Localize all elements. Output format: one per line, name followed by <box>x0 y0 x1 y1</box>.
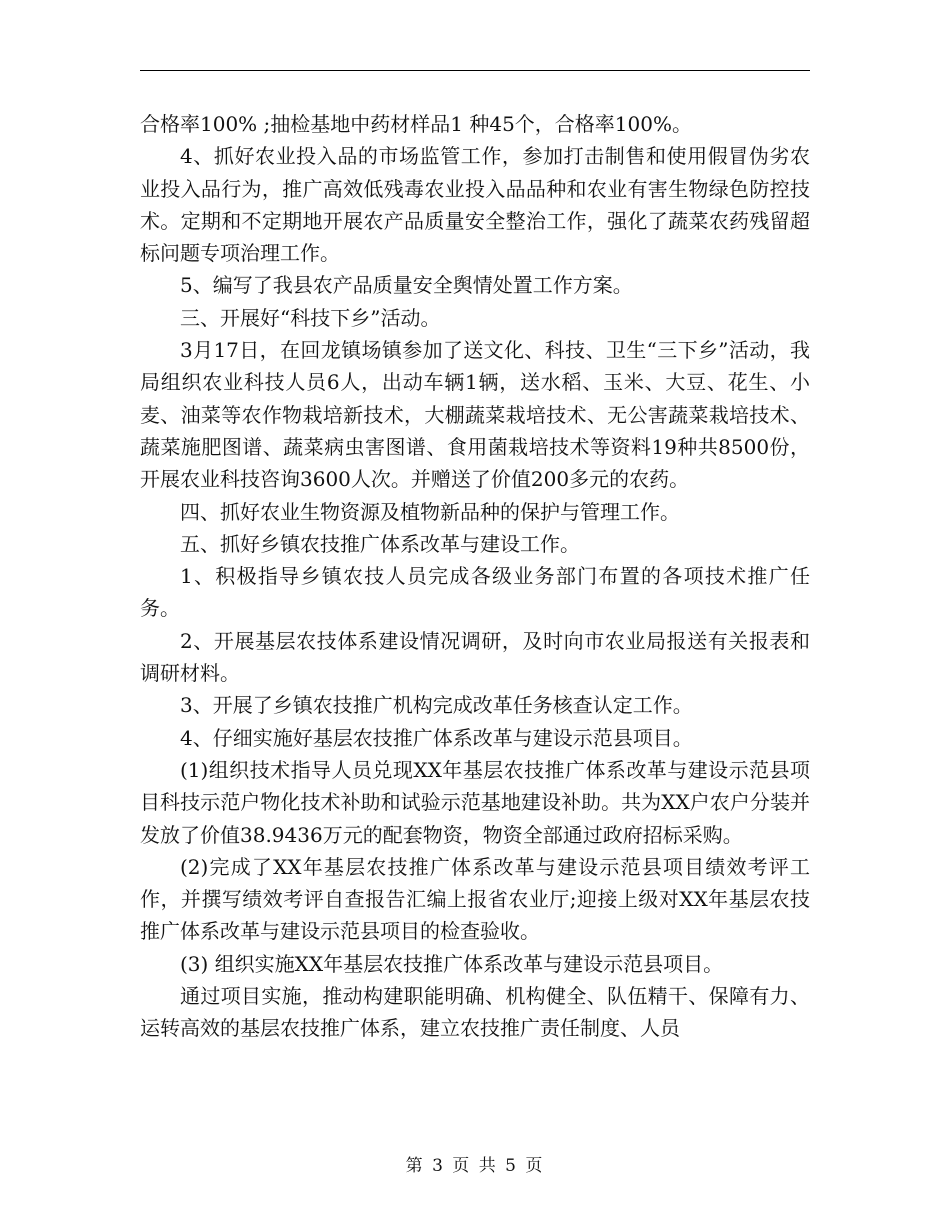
document-body <box>140 108 810 1045</box>
paragraph: 1、积极指导乡镇农技人员完成各级业务部门布置的各项技术推广任务。 <box>140 564 810 621</box>
paragraph: (3) 组织实施XX年基层农技推广体系改革与建设示范县项目。 <box>180 951 724 976</box>
paragraph: (2)完成了XX年基层农技推广体系改革与建设示范县项目绩效考评工作，并撰写绩效考评自查报告汇编上报省农业厅;迎接上级对XX年基层农技推广体系改革与建设示范县项目的检查验收。 <box>140 854 810 944</box>
paragraph: 合格率100% ;抽检基地中药材样品1 种45个，合格率100%。 <box>140 112 692 136</box>
paragraph: 通过项目实施，推动构建职能明确、机构健全、队伍精干、保障有力、运转高效的基层农技推广体系，建立农技推广责任制度、人员 <box>140 984 810 1041</box>
section-heading: 四、抓好农业生物资源及植物新品种的保护与管理工作。 <box>180 499 680 524</box>
header-rule <box>140 70 810 71</box>
paragraph: (1)组织技术指导人员兑现XX年基层农技推广体系改革与建设示范县项目科技示范户物化技术补助和试验示范基地建设补助。共为XX户农户分装并发放了价值38.9436万元的配套物资，物资全部通过政府招标采购。 <box>140 757 810 847</box>
page-footer: 第 3 页 共 5 页 <box>405 1156 545 1176</box>
paragraph: 4、抓好农业投入品的市场监管工作，参加打击制售和使用假冒伪劣农业投入品行为，推广高效低残毒农业投入品品种和农业有害生物绿色防控技术。定期和不定期地开展农产品质量安全整治工作，强化了蔬菜农药残留超标问题专项治理工作。 <box>140 144 810 266</box>
paragraph: 5、编写了我县农产品质量安全舆情处置工作方案。 <box>180 273 633 298</box>
section-heading: 三、开展好“科技下乡”活动。 <box>180 305 441 330</box>
paragraph: 4、仔细实施好基层农技推广体系改革与建设示范县项目。 <box>180 725 693 750</box>
paragraph: 3、开展了乡镇农技推广机构完成改革任务核查认定工作。 <box>180 693 693 718</box>
paragraph: 2、开展基层农技体系建设情况调研，及时向市农业局报送有关报表和调研材料。 <box>140 628 810 686</box>
section-heading: 五、抓好乡镇农技推广体系改革与建设工作。 <box>180 531 580 556</box>
paragraph: 3月17日，在回龙镇场镇参加了送文化、科技、卫生“三下乡”活动，我局组织农业科技人员6人，出动车辆1辆，送水稻、玉米、大豆、花生、小麦、油菜等农作物栽培新技术，大棚蔬菜栽培技术、无公害蔬菜栽培技术、蔬菜施肥图谱、蔬菜病虫害图谱、食用菌栽培技术等资料19种共8500份，开展农业科技咨询3600人次。并赠送了价值200多元的农药。 <box>140 338 810 492</box>
